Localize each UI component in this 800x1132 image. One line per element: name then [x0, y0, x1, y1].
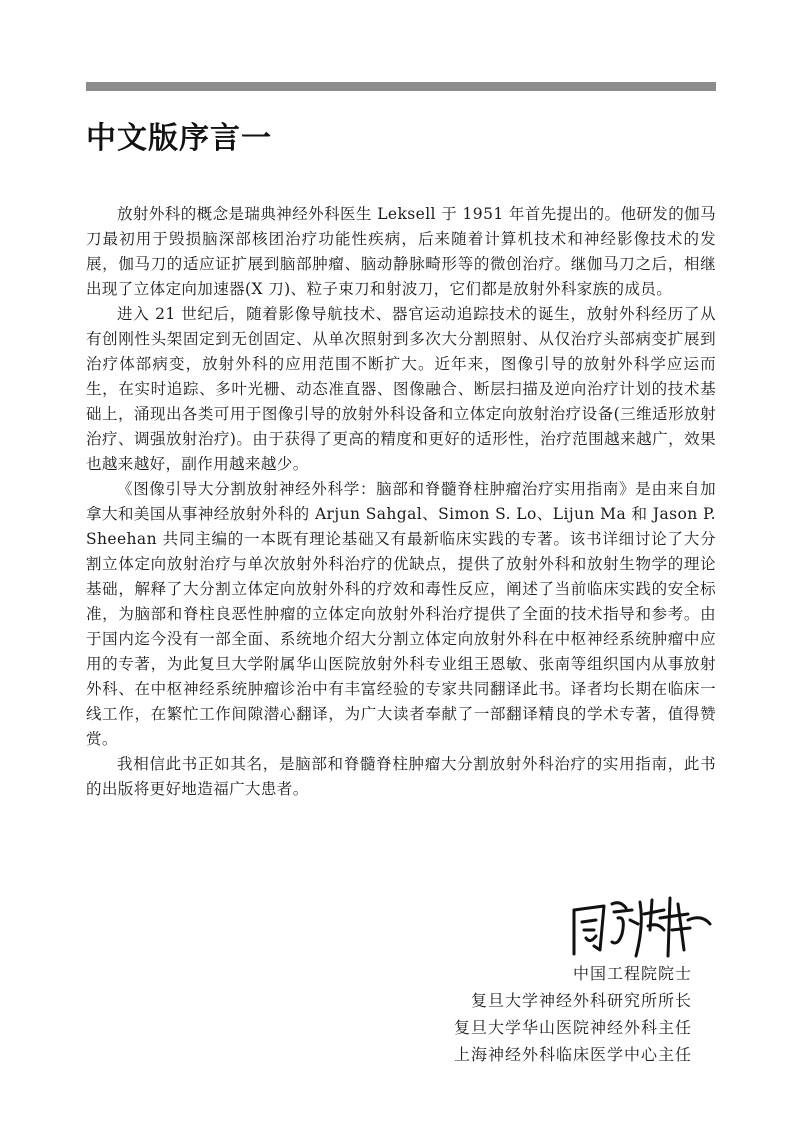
paragraph: 《图像引导大分割放射神经外科学：脑部和脊髓脊柱肿瘤治疗实用指南》是由来自加拿大和美国从事神经放射外科的 Arjun Sahgal、Simon S. Lo、Lijun Ma 和 Jason P. Sheehan 共同主编的一本既有理论基础又有最新临床实践的专著。该书详细讨论了大分割立体定向放射治疗与单次放射外科治疗的优缺点，提供了放射外科和放射生物学的理论基础，解释了大分割立体定向放射外科的疗效和毒性反应，阐述了当前临床实践的安全标准，为脑部和脊柱良恶性肿瘤的立体定向放射外科治疗提供了全面的技术指导和参考。由于国内迄今没有一部全面、系统地介绍大分割立体定向放射外科在中枢神经系统肿瘤中应用的专著，为此复旦大学附属华山医院放射外科专业组王恩敏、张南等组织国内从事放射外科、在中枢神经系统肿瘤诊治中有丰富经验的专家共同翻译此书。译者均长期在临床一线工作，在繁忙工作间隙潜心翻译，为广大读者奉献了一部翻译精良的学术专著，值得赞赏。	[86, 480, 716, 748]
header-rule	[86, 82, 716, 91]
affiliation-line: 中国工程院院士	[572, 964, 692, 983]
paragraph: 我相信此书正如其名，是脑部和脊髓脊柱肿瘤大分割放射外科治疗的实用指南，此书的出版将更好地造福广大患者。	[86, 755, 716, 798]
affiliation-line: 复旦大学神经外科研究所所长	[470, 991, 692, 1010]
page-title: 中文版序言一	[86, 121, 272, 156]
author-affiliations	[454, 960, 692, 1068]
paragraph: 进入 21 世纪后，随着影像导航技术、器官运动追踪技术的诞生，放射外科经历了从有创刚性头架固定到无创固定、从单次照射到多次大分割照射、从仅治疗头部病变扩展到治疗体部病变，放射外科的应用范围不断扩大。近年来，图像引导的放射外科学应运而生，在实时追踪、多叶光栅、动态准直器、图像融合、断层扫描及逆向治疗计划的技术基础上，涌现出各类可用于图像引导的放射外科设备和立体定向放射治疗设备(三维适形放射治疗、调强放射治疗)。由于获得了更高的精度和更好的适形性，治疗范围越来越广，效果也越来越好，副作用越来越少。	[86, 305, 716, 473]
affiliation-line: 上海神经外科临床医学中心主任	[453, 1045, 692, 1064]
paragraph: 放射外科的概念是瑞典神经外科医生 Leksell 于 1951 年首先提出的。他研发的伽马刀最初用于毁损脑深部核团治疗功能性疾病，后来随着计算机技术和神经影像技术的发展，伽马刀的适应证扩展到脑部肿瘤、脑动静脉畸形等的微创治疗。继伽马刀之后，相继出现了立体定向加速器(X 刀)、粒子束刀和射波刀，它们都是放射外科家族的成员。	[86, 205, 716, 298]
preface-body	[86, 202, 716, 802]
affiliation-line: 复旦大学华山医院神经外科主任	[453, 1018, 692, 1037]
handwritten-signature	[560, 890, 720, 962]
